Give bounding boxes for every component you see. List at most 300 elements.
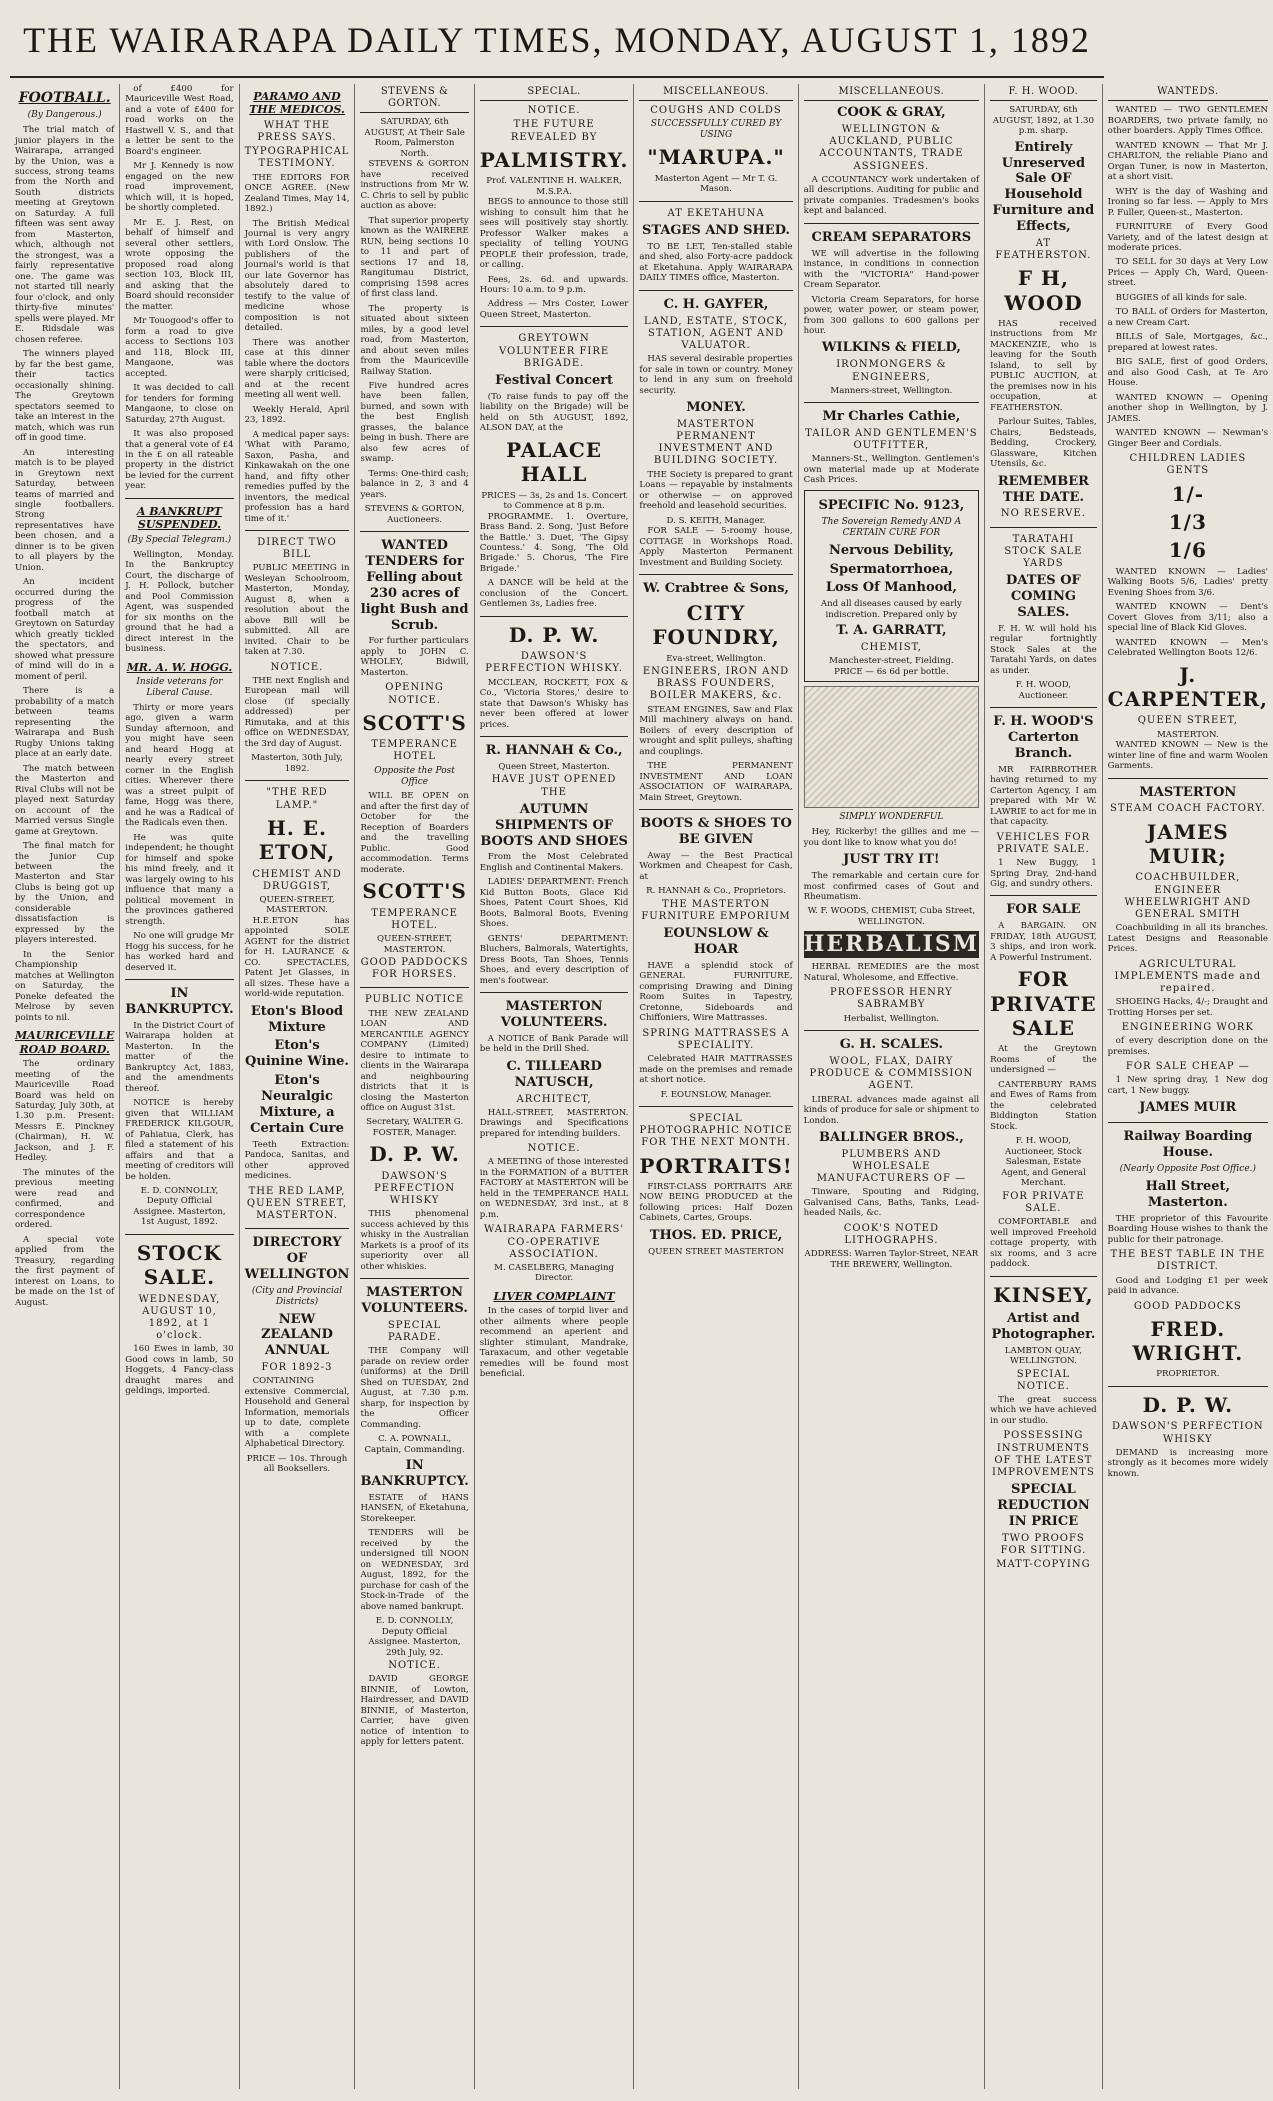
divider bbox=[245, 1228, 350, 1229]
wanted-item: WANTED KNOWN — That Mr J. CHARLTON, the reliable Piano and Organ Tuner, is now in Masterton, at a short visit. bbox=[1107, 140, 1268, 183]
price-ladies: 1/3 bbox=[1168, 510, 1207, 534]
mail-notice: THE next English and European mail will close (if specially addressed) per Rimutaka, and at this office on WEDNESDAY, the 3rd day of August. bbox=[244, 675, 350, 749]
sale-signature: STEVENS & GORTON, Auctioneers. bbox=[364, 504, 465, 525]
woods-signature: W. F. WOODS, CHEMIST, Cuba Street, WELLINGTON. bbox=[807, 906, 976, 927]
architect-paragraph: HALL-STREET, MASTERTON. Drawings and Specifications prepared for intending builders. bbox=[479, 1107, 629, 1139]
public-notice-signature: Secretary, WALTER G. FOSTER, Manager. bbox=[366, 1117, 464, 1138]
divider bbox=[804, 1030, 980, 1031]
kinsey-address: LAMBTON QUAY, WELLINGTON. bbox=[1004, 1345, 1083, 1367]
ballinger-paragraph: Tinware, Spouting and Ridging, Galvanised Cans, Baths, Tanks, Lead-headed Nails, &c. bbox=[803, 1187, 980, 1219]
wanted-item: BUGGIES of all kinds for sale. bbox=[1115, 292, 1248, 303]
wright-title: PROPRIETOR. bbox=[1156, 1369, 1220, 1380]
society-name: MASTERTON PERMANENT INVESTMENT AND BUILDING SOCIETY. bbox=[653, 418, 779, 467]
directory-subhead: (City and Provincial Districts) bbox=[251, 1285, 343, 1307]
column-3 bbox=[240, 84, 356, 2089]
price-address: QUEEN STREET MASTERTON bbox=[648, 1246, 784, 1257]
cook-gray-name: COOK & GRAY, bbox=[837, 105, 946, 121]
volunteers-headline: MASTERTON VOLUNTEERS. bbox=[500, 999, 608, 1031]
private-sale-subhead: FOR PRIVATE SALE. bbox=[1002, 1190, 1085, 1214]
bankruptcy-signature: E. D. CONNOLLY, Deputy Official Assignee. Masterton, 29th July, 92. bbox=[368, 1616, 461, 1658]
specific-subhead: The Sovereign Remedy AND A CERTAIN CURE FOR bbox=[821, 516, 962, 538]
wanted-item: WANTED KNOWN — Ladies' Walking Boots 5/6, Ladies' pretty Evening Shoes from 3/6. bbox=[1107, 566, 1268, 598]
public-notice-headline: PUBLIC NOTICE bbox=[364, 994, 465, 1006]
road-board-paragraph: of £400 for Mauriceville West Road, and a vote of £400 for road works on the Hastwell V. S., and that a letter be sent to the Board's engineer. bbox=[125, 84, 234, 157]
road-board-paragraph: The minutes of the previous meeting were read and confirmed, and correspondence ordered. bbox=[15, 1167, 115, 1231]
road-board-paragraph: The ordinary meeting of the Mauriceville Road Board was held on Saturday, July 30th, at 1.30 p.m. Present: Messrs E. Pinckney (Chairman), H. W. Jackson, and J. F. Hedley. bbox=[15, 1059, 115, 1164]
crabtree-address: Eva-street, Wellington. bbox=[666, 653, 766, 664]
wanted-item: WANTED KNOWN — Opening another shop in Wellington, by J. JAMES. bbox=[1107, 392, 1268, 424]
column-header: MISCELLANEOUS. bbox=[804, 84, 980, 101]
engraving-caption: SIMPLY WONDERFUL bbox=[839, 812, 944, 823]
instruments-headline: POSSESSING INSTRUMENTS OF THE LATEST IMPROVEMENTS bbox=[992, 1430, 1095, 1479]
cathie-paragraph: Manners-St., Wellington. Gentlemen's own material made up at Moderate Cash Prices. bbox=[803, 454, 980, 486]
volunteers-paragraph: THE Company will parade on review order (uniforms) at the Drill Shed on TUESDAY, 2nd August, at 7.30 p.m. sharp, for inspection by the Officer Commanding. bbox=[360, 1346, 469, 1430]
stock-sale-headline: STOCK SALE. bbox=[136, 1240, 222, 1290]
best-table: THE BEST TABLE IN THE DISTRICT. bbox=[1110, 1249, 1266, 1273]
specific-paragraph: And all diseases caused by early indiscretion. Prepared only by bbox=[820, 599, 962, 620]
matt-copying: MATT-COPYING bbox=[996, 1559, 1091, 1571]
architect-name: C. TILLEARD NATUSCH, bbox=[506, 1058, 602, 1090]
volunteers-signature: C. A. POWNALL, Captain, Commanding. bbox=[364, 1434, 465, 1455]
annual-price: PRICE — 10s. Through all Booksellers. bbox=[246, 1453, 348, 1475]
divider bbox=[990, 895, 1097, 896]
dpw-logo: D. P. W. bbox=[1142, 1392, 1234, 1417]
dpw-paragraph: MCCLEAN, ROCKETT, FOX & Co., 'Victoria Stores,' desire to state that Dawson's Whisky has never been offered at lower prices. bbox=[479, 677, 629, 730]
paramo-paragraph: The British Medical Journal is very angry with Lord Onslow. The publishers of the Journal's world is that our late Governor has absolutely dared to testify to the value of medicine whose composition is not detailed. bbox=[244, 218, 350, 334]
wanted-item: WHY is the day of Washing and Ironing so far less. — Apply to Mrs P. Fuller, Queen-st., Masterton. bbox=[1107, 186, 1268, 218]
sale-paragraph: That superior property known as the WAIRERE RUN, being sections 10 to 11 and part of sections 17 and 18, Rangitumau District, comprising 1598 acres of first class land. bbox=[360, 215, 469, 300]
paramo-subhead: WHAT THE PRESS SAYS. bbox=[257, 119, 337, 143]
carpenter-town: MASTERTON. bbox=[1156, 729, 1219, 740]
bankruptcy-signature: E. D. CONNOLLY, Deputy Official Assignee. Masterton, 1st August, 1892. bbox=[133, 1185, 226, 1228]
bankrupt-paragraph: Wellington, Monday. In the Bankruptcy Court, the discharge of J. H. Pollock, butcher and Pool Commission Agent, was suspended for six months on the ground that he had a direct interest in the business. bbox=[125, 549, 234, 655]
eketahuna-headline: AT EKETAHUNA bbox=[667, 207, 765, 219]
farmers-association: WAIRARAPA FARMERS' CO-OPERATIVE ASSOCIATION. bbox=[484, 1224, 625, 1260]
boarding-house-street: Hall Street, Masterton. bbox=[1145, 1178, 1231, 1210]
separators-paragraph: Victoria Cream Separators, for horse power, water power, or steam power, from 300 gallons to 600 gallons per hour. bbox=[803, 294, 980, 336]
lithographs: COOK'S NOTED LITHOGRAPHS. bbox=[843, 1222, 939, 1247]
columns bbox=[10, 84, 1269, 2089]
price-children: 1/- bbox=[1171, 481, 1205, 506]
road-board-paragraph: It was also proposed that a general vote of £4 in the £ on all rateable property in the district be levied for the current year. bbox=[125, 429, 234, 492]
wilkins-trade: IRONMONGERS & ENGINEERS, bbox=[836, 359, 947, 383]
public-notice-paragraph: THE NEW ZEALAND LOAN AND MERCANTILE AGENCY COMPANY (Limited) desire to intimate to clients in the Wairarapa and neighbouring districts that it is closing the Masterton office on August 31st. bbox=[360, 1008, 469, 1113]
ballinger-address: ADDRESS: Warren Taylor-Street, NEAR THE BREWERY, Wellington. bbox=[804, 1249, 979, 1270]
column-4 bbox=[355, 84, 474, 2089]
hannah-ladies-list: LADIES' DEPARTMENT: French Kid Button Boots, Glace Kid Shoes, Patent Court Shoes, Kid Boots, Balmoral Boots, Evening Shoes. bbox=[479, 877, 629, 930]
paddocks-notice: GOOD PADDOCKS FOR HORSES. bbox=[360, 957, 469, 981]
portraits-headline: PORTRAITS! bbox=[639, 1153, 793, 1178]
coming-sales: DATES OF COMING SALES. bbox=[1006, 573, 1081, 620]
crabtree-name: W. Crabtree & Sons, bbox=[643, 580, 789, 596]
marupa-name: "MARUPA." bbox=[647, 145, 785, 170]
column-1 bbox=[10, 84, 120, 2089]
engraving-text: Hey, Rickerby! the gillies and me — you dont like to know what you do! bbox=[803, 827, 980, 848]
private-sale-headline: FOR PRIVATE SALE bbox=[990, 967, 1097, 1041]
society-sale: FOR SALE — 5-roomy house, COTTAGE in Workshops Road. Apply Masterton Permanent Investment and Building Society. bbox=[639, 526, 793, 568]
price-reduction: SPECIAL REDUCTION IN PRICE bbox=[997, 1482, 1090, 1529]
stages-headline: STAGES AND SHED. bbox=[641, 222, 791, 238]
notice-headline: NOTICE. bbox=[388, 1660, 441, 1672]
road-board-paragraph: A special vote applied from the Treasury, regarding the first payment of interest on Loans, to be made on the 1st of August. bbox=[15, 1234, 115, 1308]
football-byline: (By Dangerous.) bbox=[27, 110, 102, 121]
divider bbox=[480, 736, 629, 737]
tenders-paragraph: For further particulars apply to JOHN C. WHOLEY, Bidwill, Masterton. bbox=[360, 636, 469, 678]
bill-paragraph: PUBLIC MEETING in Wesleyan Schoolroom, Masterton, Monday, August 8, when a resolution about the above Bill will be submitted. All are invited. Chair to be taken at 7.30. bbox=[244, 563, 350, 658]
divider bbox=[639, 290, 792, 291]
divider bbox=[804, 402, 980, 403]
bankruptcy-headline: IN BANKRUPTCY. bbox=[125, 986, 234, 1017]
tenders-headline: WANTED TENDERS for Felling about 230 acres of light Bush and Scrub. bbox=[360, 538, 469, 633]
marupa-agent: Masterton Agent — Mr T. G. Mason. bbox=[654, 173, 778, 195]
gayfer-name: C. H. GAYFER, bbox=[663, 296, 769, 312]
sale-paragraph: Terms: One-third cash; balance in 2, 3 and 4 years. bbox=[360, 468, 469, 500]
mattrass-speciality: SPRING MATTRASSES A SPECIALITY. bbox=[642, 1027, 790, 1051]
divider bbox=[1108, 1386, 1268, 1387]
column-9 bbox=[1103, 84, 1273, 2089]
specific-ailment: Spermatorrhoea, bbox=[829, 561, 954, 577]
no-reserve: NO RESERVE. bbox=[1000, 508, 1086, 520]
carterton-branch: F. H. WOOD'S Carterton Branch. bbox=[993, 714, 1094, 761]
column-5 bbox=[475, 84, 635, 2089]
hogg-paragraph: He was quite independent; he thought for himself and spoke his mind freely, and it was largely owing to his influence that many a political movement in the provinces gathered strength. bbox=[125, 832, 234, 927]
engineering-paragraph: of every description done on the premises. bbox=[1107, 1036, 1268, 1057]
try-it-headline: JUST TRY IT! bbox=[843, 852, 940, 868]
mattrass-paragraph: Celebrated HAIR MATTRASSES made on the premises and remade at short notice. bbox=[639, 1054, 793, 1086]
divider bbox=[639, 574, 792, 575]
eton-product: Eton's Blood Mixture bbox=[250, 1003, 344, 1035]
kinsey-trade: Artist and Photographer. bbox=[991, 1310, 1096, 1342]
shoeing-paragraph: SHOEING Hacks, 4/-; Draught and Trotting Horses per set. bbox=[1107, 997, 1268, 1018]
private-sale-paragraph: At the Greytown Rooms of the undersigned — bbox=[990, 1044, 1097, 1076]
carpenter-name: J. CARPENTER, bbox=[1107, 662, 1269, 712]
sale-paragraph: The property is situated about sixteen miles, by a good level road, from Masterton, and about seven miles from the Mauriceville Railway Station. bbox=[360, 303, 469, 377]
stock-sale-date: WEDNESDAY, AUGUST 10, 1892, at 1 o'clock. bbox=[138, 1293, 221, 1342]
remember-date: REMEMBER THE DATE. bbox=[997, 473, 1089, 505]
paramo-paragraph: THE EDITORS FOR ONCE AGREE. (New Zealand Times, May 14, 1892.) bbox=[244, 172, 350, 215]
implements-headline: AGRICULTURAL IMPLEMENTS made and repaired. bbox=[1114, 958, 1262, 994]
palace-hall: PALACE HALL bbox=[506, 437, 602, 487]
divider bbox=[360, 1278, 468, 1279]
vehicles-headline: VEHICLES FOR PRIVATE SALE. bbox=[996, 831, 1091, 855]
gayfer-trade: LAND, ESTATE, STOCK, STATION, AGENT AND VALUATOR. bbox=[644, 315, 788, 351]
private-sale-paragraph: CANTERBURY RAMS and Ewes of Rams from the celebrated Biddington Station Stock. bbox=[990, 1079, 1097, 1132]
opening-notice: OPENING NOTICE. bbox=[385, 682, 444, 706]
wanted-item: BILLS of Sale, Mortgages, &c., prepared at lowest rates. bbox=[1107, 332, 1268, 353]
column-header: STEVENS & GORTON. bbox=[360, 84, 468, 113]
sale-paragraph: STEVENS & GORTON have received instructions from Mr W. C. Chris to sell by public auction as above: bbox=[360, 159, 469, 212]
eton-name: H. E. ETON, bbox=[258, 815, 336, 865]
for-sale-list: 1 New spring dray, 1 New dog cart, 1 New buggy. bbox=[1107, 1075, 1268, 1096]
cathie-name: Mr Charles Cathie, bbox=[822, 409, 961, 425]
divider bbox=[360, 987, 468, 988]
boarding-house-location: (Nearly Opposite Post Office.) bbox=[1119, 1164, 1257, 1175]
newspaper-title: THE WAIRARAPA DAILY TIMES, MONDAY, AUGUST 1, 1892 bbox=[23, 20, 1091, 60]
cook-gray-trade: WELLINGTON & AUCKLAND, PUBLIC ACCOUNTANTS, TRADE ASSIGNEES. bbox=[819, 124, 964, 172]
scales-paragraph: LIBERAL advances made against all kinds of produce for sale or shipment to London. bbox=[803, 1094, 980, 1126]
hannah-paragraph: From the Most Celebrated English and Continental Makers. bbox=[479, 852, 629, 873]
hogg-subhead: Inside veterans for Liberal Cause. bbox=[136, 676, 223, 698]
divider bbox=[639, 809, 792, 810]
separators-paragraph: WE will advertise in the following instance, in conditions in connection with the "VICTORIA" Hand-power Cream Separator. bbox=[803, 248, 980, 291]
wanted-item: WANTED KNOWN — New is the winter line of fine and warm Woolen Garments. bbox=[1107, 740, 1268, 772]
vehicles-paragraph: 1 New Buggy, 1 Spring Dray, 2nd-hand Gig, and sundry others. bbox=[990, 858, 1097, 889]
two-proofs: TWO PROOFS FOR SITTING. bbox=[1000, 1532, 1087, 1556]
annual-paragraph: CONTAINING extensive Commercial, Household and General Information, memorials up to date, complete with a complete Alphabetical Directory. bbox=[244, 1376, 350, 1450]
taratahi-paragraph: F. H. W. will hold his regular fortnightly Stock Sales at the Taratahi Yards, on dates as under. bbox=[990, 623, 1097, 676]
bankrupt-headline: A BANKRUPT SUSPENDED. bbox=[136, 504, 222, 532]
football-headline: FOOTBALL. bbox=[18, 90, 111, 106]
specific-number: SPECIFIC No. 9123, bbox=[818, 497, 965, 513]
concert-prices: PRICES — 3s, 2s and 1s. Concert to Commence at 8 p.m. bbox=[481, 490, 627, 512]
eton-trade: CHEMIST AND DRUGGIST, bbox=[252, 868, 342, 892]
bargain-paragraph: A BARGAIN. ON FRIDAY, 18th AUGUST, 3 ships, and iron work. A Powerful Instrument. bbox=[990, 921, 1097, 963]
scott-hotel: TEMPERANCE HOTEL. bbox=[371, 907, 458, 931]
cathie-trade: TAILOR AND GENTLEMEN'S OUTFITTER, bbox=[805, 428, 978, 452]
sale-date: SATURDAY, 6th AUGUST, 1892, at 1.30 p.m. sharp. bbox=[992, 105, 1094, 137]
volunteers-subhead: SPECIAL PARADE. bbox=[387, 1320, 442, 1344]
bankruptcy-paragraph: NOTICE is hereby given that WILLIAM FREDERICK KILGOUR, of Pahiatua, Clerk, has filed a statement of his affairs and that a meeting of creditors will be holden. bbox=[125, 1098, 234, 1182]
divider bbox=[990, 527, 1097, 528]
boarding-house-headline: Railway Boarding House. bbox=[1123, 1129, 1253, 1161]
divider bbox=[125, 1234, 233, 1235]
football-paragraph: The match between the Masterton and Rival Clubs will not be played next Saturday on account of the Married versus Single game at Greytown. bbox=[15, 763, 115, 837]
association-paragraph: THE PERMANENT INVESTMENT AND LOAN ASSOCIATION OF WAIRARAPA, Main Street, Greytown. bbox=[639, 761, 793, 803]
separators-headline: CREAM SEPARATORS bbox=[811, 229, 972, 245]
bankruptcy-paragraph: In the District Court of Wairarapa holden at Masterton. In the matter of the Bankruptcy Act, 1883, and the amendments thereof. bbox=[125, 1020, 234, 1094]
hogg-headline: MR. A. W. HOGG. bbox=[126, 660, 233, 674]
garratt-trade: CHEMIST, bbox=[860, 642, 922, 654]
football-paragraph: An interesting match is to be played in Greytown next Saturday, between teams of married and single footballers. Strong representatives have been chosen, and a dinner is to be given to all players by the Union. bbox=[15, 447, 115, 573]
hannah-headline: AUTUMN SHIPMENTS OF BOOTS AND SHOES bbox=[480, 801, 628, 849]
concert-dance: A DANCE will be held at the conclusion of the Concert. Gentlemen 3s, Ladies free. bbox=[479, 578, 629, 610]
boots-paragraph: Away — the Best Practical Workmen and Cheapest for Cash, at bbox=[639, 850, 793, 882]
palmistry-professor: Prof. VALENTINE H. WALKER, M.S.P.A. bbox=[486, 176, 622, 197]
wood-name: F H, WOOD bbox=[1004, 266, 1083, 315]
column-header: F. H. WOOD. bbox=[990, 84, 1097, 101]
palmistry-paragraph: Fees, 2s. 6d. and upwards. Hours: 10 a.m. to 9 p.m. bbox=[479, 274, 629, 295]
wood-signature: F. H. WOOD, Auctioneer, Stock Salesman, Estate Agent, and General Merchant. bbox=[1001, 1136, 1086, 1189]
farmers-signature: M. CASELBERG, Managing Director. bbox=[494, 1262, 614, 1284]
divider bbox=[639, 201, 792, 202]
professor-name: PROFESSOR HENRY SABRAMBY bbox=[830, 987, 953, 1011]
garratt-name: T. A. GARRATT, bbox=[836, 623, 947, 639]
scott-name: SCOTT'S bbox=[362, 710, 467, 735]
red-lamp-sign: "THE RED LAMP." bbox=[266, 787, 328, 811]
fire-brigade-headline: GREYTOWN VOLUNTEER FIRE BRIGADE. bbox=[498, 333, 610, 369]
divider bbox=[480, 616, 629, 617]
coach-factory: STEAM COACH FACTORY. bbox=[1110, 803, 1266, 815]
column-6 bbox=[634, 84, 798, 2089]
special-notice: SPECIAL NOTICE. bbox=[1016, 1368, 1071, 1392]
football-paragraph: There is a probability of a match between teams representing the Wairarapa and Bush Rugby Unions taking place at an early date. bbox=[15, 686, 115, 760]
volunteers-headline: MASTERTON VOLUNTEERS. bbox=[361, 1285, 468, 1317]
masthead bbox=[10, 10, 1104, 70]
photo-notice: SPECIAL PHOTOGRAPHIC NOTICE FOR THE NEXT MONTH. bbox=[639, 1113, 793, 1149]
kinsey-name: KINSEY, bbox=[993, 1282, 1094, 1307]
specific-advert bbox=[804, 490, 980, 682]
muir-trade: COACHBUILDER, ENGINEER WHEELWRIGHT AND GENERAL SMITH bbox=[1124, 872, 1252, 920]
palmistry-intro: THE FUTURE REVEALED BY bbox=[510, 119, 598, 143]
coughs-headline: COUGHS AND COLDS bbox=[650, 105, 782, 117]
column-header: MISCELLANEOUS. bbox=[639, 84, 792, 101]
road-board-paragraph: It was decided to call for tenders for forming Mangaone, to close on Saturday, 27th August. bbox=[125, 383, 234, 425]
football-paragraph: The trial match of junior players in the Wairarapa, arranged by the Union, was a success, strong teams from the North and South districts meeting at Greytown on Saturday. A full fifteen was sent away from Masterton, which, although not the strongest, was a fairly representative one. The game was not started till nearly four o'clock, and only thirty-five minutes' spells were played. Mr E. Ridsdale was chosen referee. bbox=[15, 125, 115, 345]
scott-location: Opposite the Post Office bbox=[374, 765, 455, 787]
notice-headline: NOTICE. bbox=[527, 1143, 581, 1155]
carterton-paragraph: MR FAIRBROTHER having returned to my Carterton Agency, I am prepared with Mr W. LAWRIE to act for me in that capacity. bbox=[990, 764, 1097, 828]
notice-headline: NOTICE. bbox=[270, 661, 324, 673]
society-signature: D. S. KEITH, Manager. bbox=[666, 515, 766, 526]
dpw-name: DAWSON'S PERFECTION WHISKY bbox=[1111, 1421, 1264, 1445]
scales-trade: WOOL, FLAX, DAIRY PRODUCE & COMMISSION AGENT. bbox=[809, 1055, 974, 1092]
taratahi-yards: TARATAHI STOCK SALE YARDS bbox=[1004, 533, 1083, 570]
sale-date: SATURDAY, 6th AUGUST, At Their Sale Room, Palmerston North. bbox=[364, 117, 465, 159]
liver-paragraph: In the cases of torpid liver and other ailments where people recommend an aperient and slighter stimulant, Mandrake, Taraxacum, and other vegetable remedies will be found most beneficial. bbox=[479, 1306, 629, 1380]
concert-paragraph: (To raise funds to pay off the liability on the Brigade) will be held on 5th AUGUST, 1892, ALSON DAY, at the bbox=[479, 391, 629, 434]
bankruptcy-paragraph: ESTATE of HANS HANSEN, of Eketahuna, Storekeeper. bbox=[360, 1492, 469, 1524]
dpw-paragraph: DEMAND is increasing more strongly as it becomes more widely known. bbox=[1107, 1447, 1268, 1479]
directory-headline: DIRECTORY OF WELLINGTON bbox=[244, 1235, 350, 1282]
eton-product: Eton's Quinine Wine. bbox=[245, 1038, 349, 1070]
for-sale-cheap: FOR SALE CHEAP — bbox=[1125, 1061, 1250, 1073]
scott-hotel: TEMPERANCE HOTEL bbox=[371, 739, 458, 763]
column-header: WANTEDS. bbox=[1108, 84, 1268, 101]
gayfer-paragraph: HAS several desirable properties for sale in town or country. Money to lend in any sum on freehold security. bbox=[639, 354, 793, 396]
notice-headline: NOTICE. bbox=[527, 105, 581, 117]
good-paddocks: GOOD PADDOCKS bbox=[1133, 1300, 1242, 1312]
muir-name: JAMES MUIR; bbox=[1146, 819, 1229, 868]
wanted-item: BIG SALE, first of good Orders, and also Good Cash, at Te Aro House. bbox=[1107, 357, 1268, 389]
dpw-paragraph: THIS phenomenal success achieved by this whisky in the Australian Markets is a proof of its superiority over all other whiskies. bbox=[360, 1209, 469, 1272]
price-gents: 1/6 bbox=[1168, 538, 1207, 563]
dpw-logo: D. P. W. bbox=[369, 1142, 460, 1167]
notice-paragraph: DAVID GEORGE BINNIE, of Lowton, Hairdresser, and DAVID BINNIE, of Masterton, Carrier, have given notice of intention to apply for letters patent. bbox=[360, 1674, 469, 1748]
hogg-paragraph: No one will grudge Mr Hogg his success, for he has worked hard and deserved it. bbox=[125, 931, 234, 973]
column-2 bbox=[120, 84, 239, 2089]
furniture-paragraph: HAVE a splendid stock of GENERAL FURNITURE, comprising Drawing and Dining Room Suites in Tapestry, Cretonne, Sideboards and Chiffoniers, Wire Mattrasses. bbox=[639, 960, 793, 1024]
for-sale-headline: FOR SALE bbox=[1006, 902, 1081, 918]
hannah-gents-list: GENTS' DEPARTMENT: Bluchers, Balmorals, Watertights, Dress Boots, Tan Shoes, Tennis Shoes, and every description of men's footwear. bbox=[479, 933, 629, 986]
herbal-paragraph: HERBAL REMEDIES are the most Natural, Wholesome, and Effective. bbox=[803, 962, 980, 983]
eton-paragraph: Teeth Extraction: Pandoca, Sanitas, and other approved medicines. bbox=[244, 1139, 350, 1182]
furniture-sale-headline: Entirely Unreserved Sale OF Household Furniture and Effects, bbox=[992, 139, 1095, 234]
divider bbox=[990, 707, 1097, 708]
road-board-paragraph: Mr J. Kennedy is now engaged on the new road improvement, which will, it is hoped, be shortly completed. bbox=[125, 161, 234, 214]
road-board-paragraph: Mr E. J. Rest, on behalf of himself and several other settlers, wrote opposing the proposed road along section 103, Block III, and asking that the Board should reconsider the matter. bbox=[125, 217, 234, 312]
dpw-logo: D. P. W. bbox=[508, 622, 600, 647]
eton-paragraph: H.E.ETON has appointed SOLE AGENT for the district for H. LAURANCE & CO. SPECTACLES, Patent Jet Glasses, in all sizes. These have a world-wide reputation. bbox=[244, 915, 350, 1000]
prices-labels: CHILDREN LADIES GENTS bbox=[1129, 453, 1247, 477]
eton-product: Eton's Neuralgic Mixture, a Certain Cure bbox=[250, 1073, 344, 1136]
featherston: AT FEATHERSTON. bbox=[995, 237, 1092, 261]
eton-address: QUEEN-STREET, MASTERTON. bbox=[259, 894, 335, 916]
price-name: THOS. ED. PRICE, bbox=[649, 1227, 783, 1243]
coughs-subhead: SUCCESSFULLY CURED BY USING bbox=[650, 119, 782, 141]
hannah-address: Queen Street, Masterton. bbox=[498, 761, 610, 772]
furniture-emporium: THE MASTERTON FURNITURE EMPORIUM bbox=[641, 898, 791, 922]
wanted-item: WANTED KNOWN — Men's Celebrated Wellington Boots 12/6. bbox=[1107, 637, 1268, 659]
hogg-paragraph: Thirty or more years ago, given a warm Sunday afternoon, and you might have seen and heard Hogg at nearly every street corner in the English cities. Wherever there was a street pulpit of fame, Hogg was there, and he was a Radical of the Radicals even then. bbox=[125, 702, 234, 829]
try-it-paragraph: The remarkable and certain cure for most confirmed cases of Gout and Rheumatism. bbox=[803, 871, 980, 902]
kinsey-paragraph: The great success which we have achieved in our studio. bbox=[990, 1395, 1097, 1426]
divider bbox=[480, 992, 629, 993]
volunteers-paragraph: A NOTICE of Bank Parade will be held in the Drill Shed. bbox=[479, 1033, 629, 1055]
column-8 bbox=[985, 84, 1103, 2089]
divider bbox=[480, 326, 629, 327]
divider bbox=[1108, 778, 1268, 779]
herbalism-banner: HERBALISM bbox=[803, 931, 980, 958]
hannah-name: R. HANNAH & Co., bbox=[485, 743, 623, 759]
bill-headline: DIRECT TWO BILL bbox=[257, 537, 337, 561]
road-board-paragraph: Mr Touogood's offer to form a road to give access to Sections 103 and 118, Block III, Mangaone, was accepted. bbox=[125, 316, 234, 379]
wanted-item: TO BALL of Orders for Masterton, a new Cream Cart. bbox=[1107, 307, 1268, 328]
ballinger-trade: PLUMBERS AND WHOLESALE MANUFACTURERS OF — bbox=[816, 1148, 967, 1185]
mail-notice-date: Masterton, 30th July, 1892. bbox=[251, 753, 343, 774]
furniture-signature: F. EOUNSLOW, Manager. bbox=[660, 1089, 772, 1100]
divider bbox=[245, 780, 350, 781]
concert-headline: Festival Concert bbox=[495, 373, 614, 388]
paramo-paragraph: There was another case at this dinner table where the doctors were sharply criticised, and at the recent meeting all went well. bbox=[244, 337, 350, 401]
wright-name: FRED. WRIGHT. bbox=[1132, 1316, 1244, 1366]
divider bbox=[639, 1106, 792, 1107]
annual-year: FOR 1892-3 bbox=[261, 1362, 333, 1374]
column-header: SPECIAL. bbox=[480, 84, 629, 101]
specific-ailment: Loss Of Manhood, bbox=[825, 580, 957, 596]
divider bbox=[125, 979, 233, 980]
football-paragraph: An incident occurred during the progress of the football match at Greytown on Saturday which greatly tickled the spectators, and showed what pressure of mind will do in a moment of peril. bbox=[15, 577, 115, 682]
liver-headline: LIVER COMPLAINT bbox=[493, 1289, 615, 1303]
engraving-illustration bbox=[804, 686, 980, 808]
ballinger-name: BALLINGER BROS., bbox=[819, 1129, 964, 1145]
professor-title: Herbalist, Wellington. bbox=[843, 1013, 940, 1024]
wilkins-address: Manners-street, Wellington. bbox=[830, 385, 953, 396]
wanted-item: TO SELL for 30 days at Very Low Prices — Apply Ch, Ward, Queen-street. bbox=[1107, 257, 1268, 289]
boots-signature: R. HANNAH & Co., Proprietors. bbox=[646, 886, 786, 897]
palmistry-headline: PALMISTRY. bbox=[479, 147, 629, 172]
wilkins-name: WILKINS & FIELD, bbox=[821, 340, 961, 356]
divider bbox=[125, 498, 233, 499]
society-paragraph: THE Society is prepared to grant Loans — repayable by instalments or otherwise — on approved freehold and leasehold securities. bbox=[639, 469, 793, 512]
muir-paragraph: Coachbuilding in all its branches. Latest Designs and Reasonable Prices. bbox=[1107, 923, 1268, 955]
wanted-item: WANTED KNOWN — Newman's Ginger Beer and Cordials. bbox=[1107, 428, 1268, 449]
scales-name: G. H. SCALES. bbox=[839, 1037, 944, 1053]
crabtree-paragraph: STEAM ENGINES, Saw and Flax Mill machinery always on hand. Boilers of every description of wrought and split pulleys, shafting and couplings. bbox=[639, 704, 793, 757]
dpw-name: DAWSON'S PERFECTION WHISKY. bbox=[485, 651, 623, 675]
wanted-item: WANTED — TWO GENTLEMEN BOARDERS, two private family, no other boarders. Apply Times Office. bbox=[1107, 105, 1268, 137]
divider bbox=[990, 1276, 1097, 1277]
divider bbox=[245, 530, 350, 531]
sale-paragraph: Five hundred acres have been fallen, burned, and sown with the best English grasses, the balance being in bush. There are also few acres of swamp. bbox=[360, 381, 469, 465]
scott-address: QUEEN-STREET, MASTERTON. bbox=[377, 934, 453, 955]
divider bbox=[1108, 1122, 1268, 1123]
bankruptcy-paragraph: TENDERS will be received by the undersigned till NOON on WEDNESDAY, 3rd August, 1892, for the purchase for cash of the Stock-in-Trade of the above named bankrupt. bbox=[360, 1528, 469, 1612]
paramo-paragraph: Weekly Herald, April 23, 1892. bbox=[244, 404, 350, 426]
bankrupt-subhead: (By Special Telegram.) bbox=[127, 534, 232, 545]
garratt-address: Manchester-street, Fielding. bbox=[829, 656, 954, 667]
city-foundry: CITY FOUNDRY, bbox=[652, 600, 780, 650]
divider bbox=[360, 531, 468, 532]
column-7 bbox=[799, 84, 986, 2089]
divider bbox=[804, 223, 980, 224]
wanted-item: FURNITURE of Every Good Variety, and of the latest design at moderate prices. bbox=[1107, 222, 1268, 253]
stock-sale-list: 160 Ewes in lamb, 30 Good cows in lamb, 50 Hoggets, 4 Fancy-class draught mares and geldings, imported. bbox=[125, 1344, 234, 1397]
cook-gray-paragraph: A CCOUNTANCY work undertaken of all descriptions. Auditing for public and private companies. Tradesmen's books kept and balanced. bbox=[803, 174, 980, 217]
wood-paragraph: HAS received instructions from Mr MACKENZIE, who is leaving for the South Island, to sell by PUBLIC AUCTION, at the premises now in his occupation, at FEATHERSTON. bbox=[990, 318, 1097, 413]
paramo-testimony: TYPOGRAPHICAL TESTIMONY. bbox=[244, 146, 350, 170]
football-paragraph: The winners played by far the best game, their tactics occasionally shining. The Greytown spectators seemed to take an interest in the match, which was run off in good time. bbox=[15, 349, 115, 444]
bankruptcy-headline: IN BANKRUPTCY. bbox=[360, 1458, 469, 1490]
